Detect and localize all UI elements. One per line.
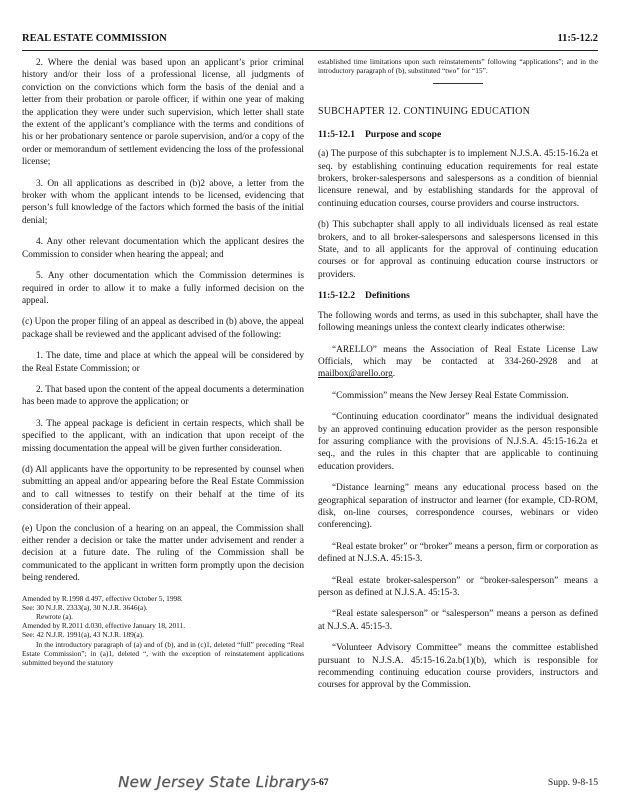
page-number: 5-67 bbox=[311, 777, 329, 788]
section-heading bbox=[318, 290, 598, 302]
supplement-date: Supp. 9-8-15 bbox=[547, 777, 598, 788]
section-heading bbox=[318, 129, 598, 141]
definition-end: . bbox=[392, 369, 396, 380]
section-title: Definitions bbox=[365, 290, 410, 302]
paragraph-c1: 1. The date, time and place at which the appeal will be considered by the Real Estate Commission; or bbox=[22, 351, 304, 374]
paragraph-e: (e) Upon the conclusion of a hearing on an appeal, the Commission shall either render a decision or take the matter under advisement and render a decision at a future date. The ruling of the Commission shall be communicated to the applicant in written form promptly upon the decision being rendered. bbox=[22, 523, 304, 584]
definition-broker: “Real estate broker” or “broker” means a person, firm or corporation as defined at N.J.S.A. 45:15-3. bbox=[318, 541, 598, 565]
definition-salesperson: “Real estate salesperson” or “salesperson” means a person as defined at N.J.S.A. 45:15-3. bbox=[318, 609, 598, 632]
divider-rule bbox=[433, 83, 483, 84]
left-column bbox=[22, 57, 304, 667]
paragraph-b5: 5. Any other documentation which the Commission determines is required in order to allow it to make a fully informed decision on the appeal. bbox=[22, 271, 304, 306]
paragraph-b: (b) This subchapter shall apply to all individuals licensed as real estate brokers, and to all broker-salespersons and salespersons licensed in this State, and to all applicants for the approval of continuing education courses or for approval as continuing education course instructors or providers. bbox=[318, 220, 598, 280]
definition-broker-salesperson: “Real estate broker-salesperson” or “broker-salesperson” means a person as defined at N.J.S.A. 45:15-3. bbox=[318, 575, 598, 598]
paragraph-b2: 2. Where the denial was based upon an applicant’s prior criminal history and/or their loss of a professional license, all judgments of conviction on the convictions which form the basis of the denial and a letter from their probation or parole officer, if within one year of making the application they were under such supervision, which letter shall state the extent of the applicant’s compliance with the terms and conditions of his or her probationary sentence or parole supervision, and/or a copy of the order or memorandum of settlement evidencing the loss of the professional license; bbox=[22, 58, 304, 168]
definition-volunteer-committee: “Volunteer Advisory Committee” means the committee established pursuant to N.J.S.A. 45:15-16.2a.b(1)(b), which is responsible for recommending continuing education course providers, instructors and courses for approval by the Commission. bbox=[318, 643, 598, 691]
paragraph-b4: 4. Any other relevant documentation which the applicant desires the Commission to consider when hearing the appeal; and bbox=[22, 237, 304, 260]
definition-ce-coordinator: “Continuing education coordinator” means the individual designated by an approved continuing education provider as the person responsible for assuring compliance with the provisions of N.J.S.A. 45:15-16.2a et seq., and the rules in this chapter that are applicable to continuing education providers. bbox=[318, 412, 598, 472]
history-line: Rewrote (a). bbox=[36, 612, 73, 622]
definition-distance-learning: “Distance learning” means any educational process based on the geographical separation of instructor and learner (for example, CD-ROM, disk, on-line courses, correspondence courses, webinars or video conferencing). bbox=[318, 483, 598, 531]
section-title: Purpose and scope bbox=[365, 128, 442, 140]
history-line: Amended by R.2011 d.030, effective January 18, 2011. bbox=[22, 621, 186, 631]
paragraph-c3: 3. The appeal package is deficient in certain respects, which shall be specified to the applicant, with an indication that upon receipt of the missing documentation the appeal will be given further consideration. bbox=[22, 418, 304, 454]
history-line: Amended by R.1998 d.497, effective October 5, 1998. bbox=[22, 593, 183, 603]
email-link[interactable]: mailbox@arello.org bbox=[318, 369, 393, 380]
paragraph-a: (a) The purpose of this subchapter is to implement N.J.S.A. 45:15-16.2a et seq. by establishing continuing education requirements for real estate brokers, broker-salespersons and salespersons as a condition of biennial licensure renewal, and by establishing standards for the approval of continuing education courses, course providers and course instructors. bbox=[318, 149, 598, 209]
library-watermark: New Jersey State Library bbox=[118, 773, 311, 791]
section-number: 11:5-12.2 bbox=[318, 290, 356, 302]
running-header bbox=[22, 30, 598, 51]
definition-arello bbox=[318, 344, 598, 381]
history-line: See: 30 N.J.R. 2333(a), 30 N.J.R. 3646(a). bbox=[22, 602, 148, 612]
definition-text: “ARELLO” means the Association of Real Estate License Law Officials, which may be contacted at 334-260-2928 and at bbox=[318, 344, 598, 367]
paragraph-d: (d) All applicants have the opportunity to be represented by counsel when submitting an appeal and/or appearing before the Real Estate Commission and to call witnesses to testify on their behalf at the time of its consideration of their appeal. bbox=[22, 464, 304, 513]
paragraph-c2: 2. That based upon the content of the appeal documents a determination has been made to approve the application; or bbox=[22, 384, 304, 408]
history-continued: established time limitations upon such reinstatements” following “applications”; and in the introductory paragraph of (b), substituted “two” for “15”. bbox=[318, 57, 598, 76]
right-column bbox=[318, 57, 598, 701]
history-line: See: 42 N.J.R. 1991(a), 43 N.J.R. 189(a). bbox=[22, 630, 144, 640]
history-line: In the introductory paragraph of (a) and of (b), and in (c)1, deleted “full” preceding “Real Estate Commission”; in (a)1, deleted “, with the exception of reinstatement applications submitted beyond the statutory bbox=[22, 639, 304, 668]
subchapter-title: SUBCHAPTER 12. CONTINUING EDUCATION bbox=[318, 106, 530, 118]
header-title: REAL ESTATE COMMISSION bbox=[22, 33, 167, 44]
paragraph-b3: 3. On all applications as described in (b)2 above, a letter from the broker with whom the applicant intends to be licensed, evidencing that person’s full knowledge of the factors which formed the basis of the initial denial; bbox=[22, 178, 304, 226]
history-notes bbox=[22, 594, 304, 668]
page-footer bbox=[0, 773, 620, 795]
header-section-number: 11:5-12.2 bbox=[557, 33, 598, 44]
definition-commission: “Commission” means the New Jersey Real Estate Commission. bbox=[332, 390, 569, 401]
section-number: 11:5-12.1 bbox=[318, 128, 356, 140]
definitions-intro: The following words and terms, as used in this subchapter, shall have the following meanings unless the context clearly indicates otherwise: bbox=[318, 310, 598, 334]
paragraph-c: (c) Upon the proper filing of an appeal as described in (b) above, the appeal package shall be reviewed and the applicant advised of the following: bbox=[22, 317, 304, 340]
